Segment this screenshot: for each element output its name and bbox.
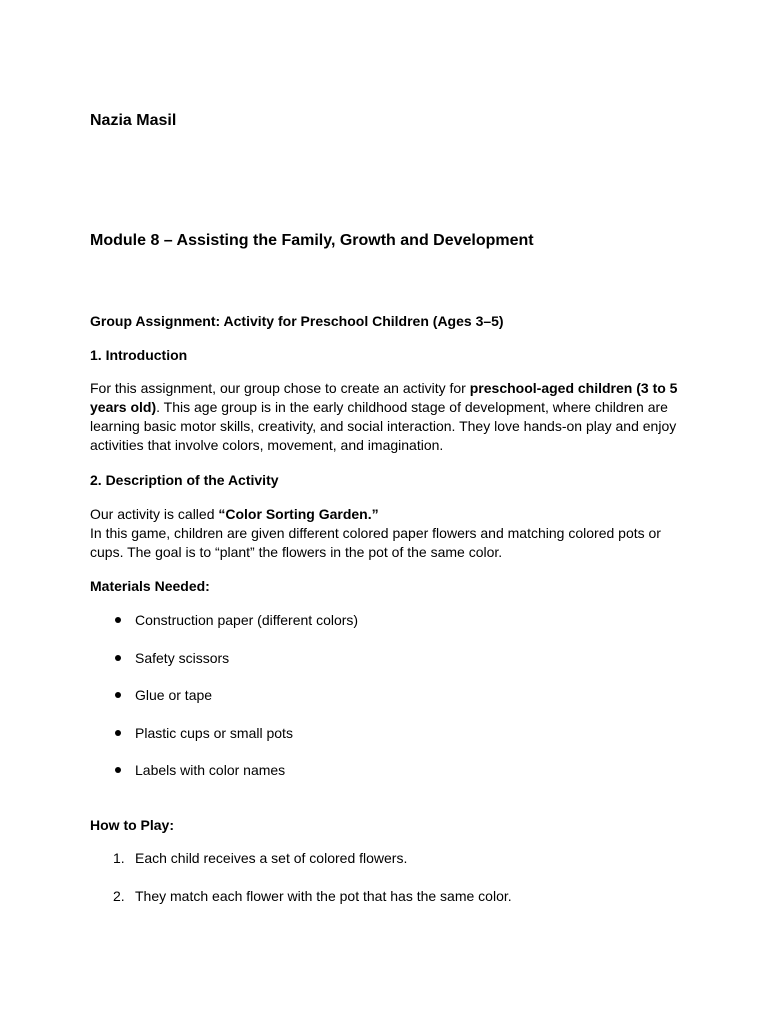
list-item-text: Construction paper (different colors): [135, 612, 359, 628]
list-item: [135, 612, 358, 628]
description-text-1: Our activity is called: [90, 506, 219, 522]
intro-text-2: . This age group is in the early childhood stage of development, where children are learning basic motor skills, creativity, and social interaction. They love hands-on play and enjoy activities that involve colors, movement, and imagination.: [90, 399, 677, 453]
author-name: Nazia Masil: [90, 112, 177, 129]
list-item: [135, 650, 229, 666]
intro-paragraph: [90, 379, 680, 455]
materials-heading: Materials Needed:: [90, 578, 210, 594]
intro-bold-age: preschool-aged children (3 to 5 years old): [90, 380, 678, 415]
activity-name: “Color Sorting Garden.”: [218, 506, 379, 522]
list-item-text: Safety scissors: [135, 650, 230, 666]
bullet-icon: [115, 655, 121, 661]
list-item-text: Labels with color names: [135, 762, 286, 778]
intro-heading: 1. Introduction: [90, 347, 188, 363]
step-number: 1.: [113, 850, 125, 866]
list-item-text: Plastic cups or small pots: [135, 725, 293, 741]
list-item: [113, 888, 512, 904]
intro-text-1: For this assignment, our group chose to create an activity for: [90, 380, 470, 396]
bullet-icon: [115, 617, 121, 623]
list-item: [135, 762, 285, 778]
step-number: 2.: [113, 888, 125, 904]
list-item: [135, 687, 212, 703]
bullet-icon: [115, 730, 121, 736]
list-item-text: Glue or tape: [135, 687, 213, 703]
assignment-title: Group Assignment: Activity for Preschool Children (Ages 3–5): [90, 313, 504, 329]
description-paragraph: [90, 505, 680, 562]
description-text-2: In this game, children are given different colored paper flowers and matching colored pots or cups. The goal is to “plant” the flowers in the pot of the same color.: [90, 525, 661, 560]
description-heading: 2. Description of the Activity: [90, 472, 279, 488]
list-item-text: Each child receives a set of colored flowers.: [135, 850, 408, 866]
list-item-text: They match each flower with the pot that has the same color.: [135, 888, 512, 904]
how-to-play-heading: How to Play:: [90, 817, 175, 833]
list-item: [135, 725, 293, 741]
list-item: [113, 850, 408, 866]
module-title: Module 8 – Assisting the Family, Growth and Development: [90, 232, 534, 249]
bullet-icon: [115, 767, 121, 773]
bullet-icon: [115, 692, 121, 698]
